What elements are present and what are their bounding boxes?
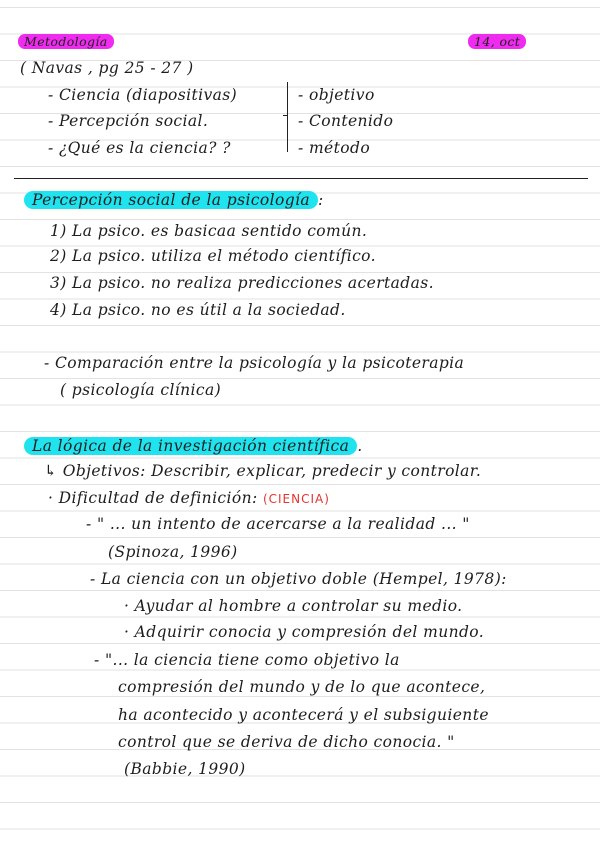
reference-note: ( Navas , pg 25 - 27 ) — [20, 59, 194, 77]
comparison-line: - Comparación entre la psicología y la psicoterapia — [44, 354, 465, 372]
perception-item-2: 2) La psico. utiliza el método científico. — [50, 247, 376, 265]
section-divider — [14, 178, 588, 179]
brace-divider — [287, 82, 288, 152]
ciencia-tag: (CIENCIA) — [262, 492, 330, 506]
hempel-line: - La ciencia con un objetivo doble (Hempel, 1978): — [90, 570, 507, 588]
difficulty-line: · Dificultad de definición: (CIENCIA) — [48, 489, 330, 507]
hempel-bullet-1: · Ayudar al hombre a controlar su medio. — [124, 597, 463, 615]
note-date: 14, oct — [468, 31, 526, 51]
babbie-quote-line-4: control que se deriva de dicho conocia. " — [118, 733, 455, 751]
spinoza-source: (Spinoza, 1996) — [108, 543, 238, 561]
intro-item-percepcion: - Percepción social. — [48, 112, 209, 130]
brace-item-objetivo: - objetivo — [298, 86, 375, 104]
comparison-note: ( psicología clínica) — [60, 381, 222, 399]
brace-item-metodo: - método — [298, 139, 371, 157]
perception-item-1: 1) La psico. es basicaa sentido común. — [50, 222, 368, 240]
hempel-bullet-2: · Adquirir conocia y compresión del mundo. — [124, 623, 485, 641]
note-title: Metodología — [18, 31, 114, 51]
section2-heading: La lógica de la investigación científica . — [24, 436, 363, 456]
intro-item-que-es: - ¿Qué es la ciencia? ? — [48, 139, 231, 157]
intro-item-ciencia: - Ciencia (diapositivas) — [48, 86, 238, 104]
section1-heading: Percepción social de la psicología : — [24, 190, 324, 210]
babbie-source: (Babbie, 1990) — [124, 760, 246, 778]
perception-item-3: 3) La psico. no realiza predicciones acertadas. — [50, 274, 434, 292]
spinoza-quote: - " ... un intento de acercarse a la realidad ... " — [86, 515, 470, 533]
objectives-line: ↳ Objetivos: Describir, explicar, predecir y controlar. — [44, 462, 482, 480]
brace-item-contenido: - Contenido — [298, 112, 394, 130]
perception-item-4: 4) La psico. no es útil a la sociedad. — [50, 301, 346, 319]
babbie-quote-line-1: - "... la ciencia tiene como objetivo la — [94, 651, 400, 669]
babbie-quote-line-2: compresión del mundo y de lo que acontece, — [118, 678, 486, 696]
babbie-quote-line-3: ha acontecido y acontecerá y el subsiguiente — [118, 706, 489, 724]
